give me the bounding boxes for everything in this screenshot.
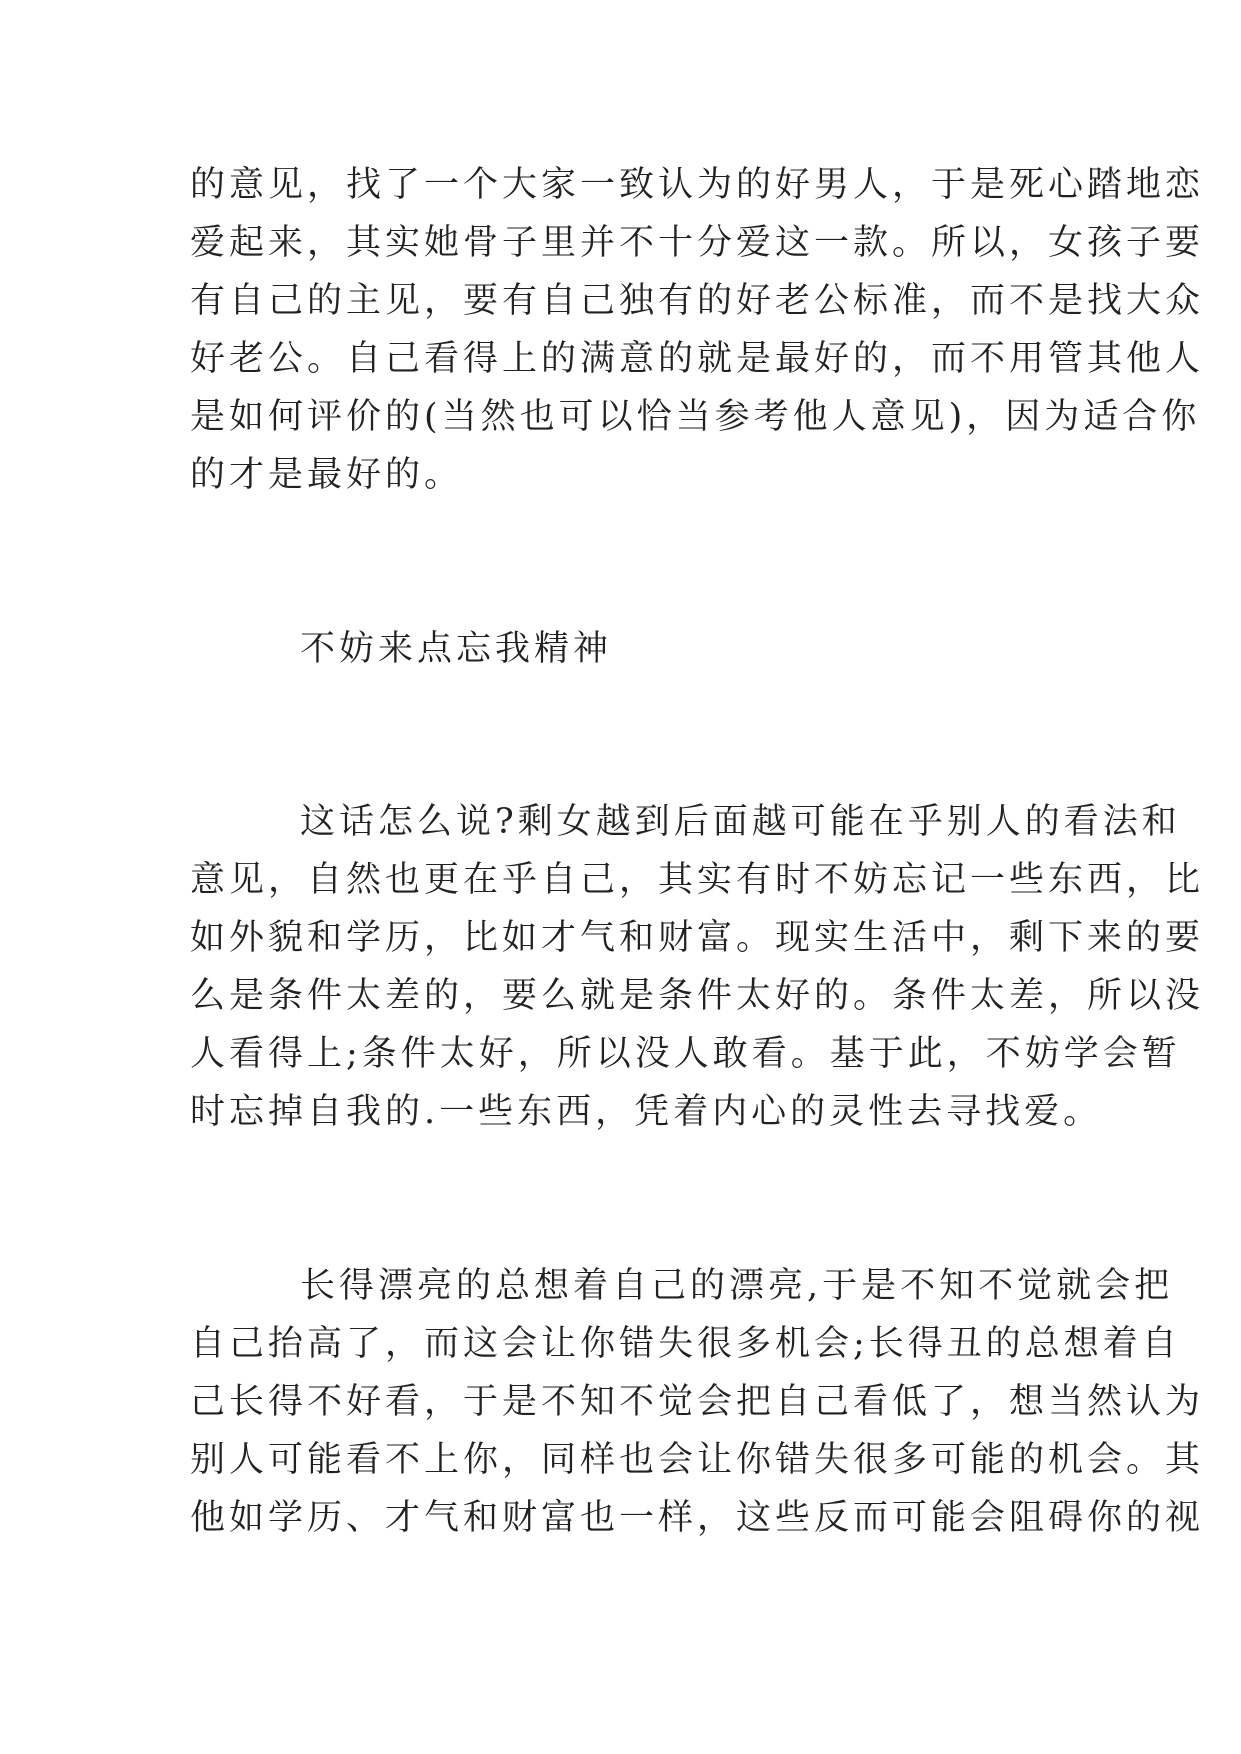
paragraph-line: 长得漂亮的总想着自己的漂亮,于是不知不觉就会把 xyxy=(300,1266,1174,1306)
paragraph-line: 么是条件太差的，要么就是条件太好的。条件太差，所以没 xyxy=(190,976,1205,1016)
paragraph-line: 己长得不好看，于是不知不觉会把自己看低了，想当然认为 xyxy=(190,1382,1205,1422)
section-heading: 不妨来点忘我精神 xyxy=(300,629,613,669)
paragraph-line: 意见，自然也更在乎自己，其实有时不妨忘记一些东西，比 xyxy=(190,860,1205,900)
paragraph-line: 时忘掉自我的.一些东西，凭着内心的灵性去寻找爱。 xyxy=(190,1092,1103,1132)
paragraph-line: 是如何评价的(当然也可以恰当参考他人意见)，因为适合你 xyxy=(190,397,1201,437)
paragraph-line: 这话怎么说?剩女越到后面越可能在乎别人的看法和 xyxy=(300,802,1181,842)
paragraph-line: 他如学历、才气和财富也一样，这些反而可能会阻碍你的视 xyxy=(190,1498,1205,1538)
paragraph-line: 自己抬高了，而这会让你错失很多机会;长得丑的总想着自 xyxy=(190,1324,1181,1364)
paragraph-line: 有自己的主见，要有自己独有的好老公标准，而不是找大众 xyxy=(190,281,1205,321)
paragraph-line: 的才是最好的。 xyxy=(190,455,464,495)
paragraph-line: 爱起来，其实她骨子里并不十分爱这一款。所以，女孩子要 xyxy=(190,223,1205,263)
paragraph-line: 好老公。自己看得上的满意的就是最好的，而不用管其他人 xyxy=(190,339,1205,379)
paragraph-line: 别人可能看不上你，同样也会让你错失很多可能的机会。其 xyxy=(190,1440,1205,1480)
paragraph-line: 的意见，找了一个大家一致认为的好男人，于是死心踏地恋 xyxy=(190,165,1205,205)
paragraph-line: 人看得上;条件太好，所以没人敢看。基于此，不妨学会暂 xyxy=(190,1034,1181,1074)
paragraph-line: 如外貌和学历，比如才气和财富。现实生活中，剩下来的要 xyxy=(190,918,1205,958)
